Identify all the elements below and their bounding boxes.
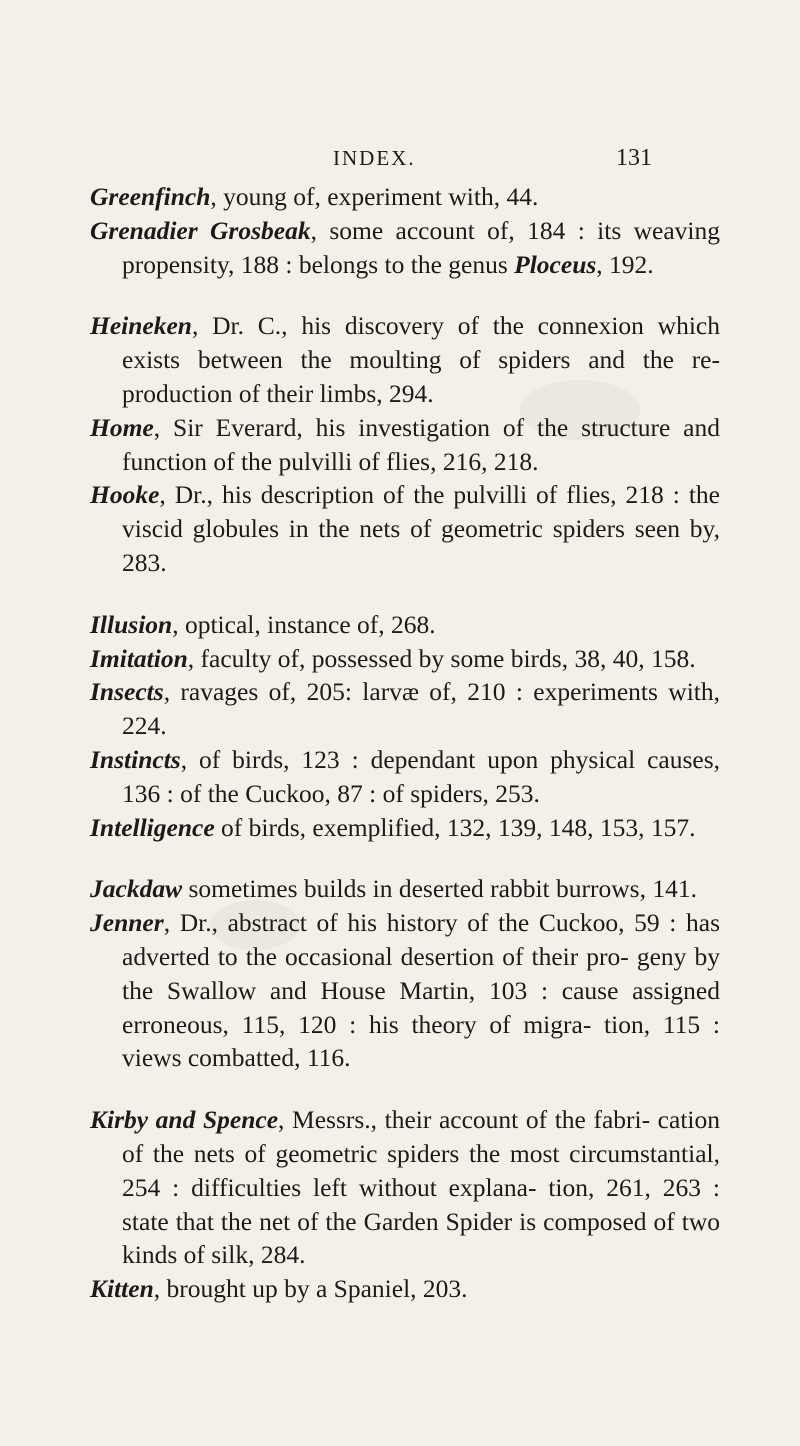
index-entry-text: sometimes builds in deserted rabbit burrows, 141. bbox=[182, 874, 697, 904]
index-term: Jackdaw bbox=[90, 874, 183, 904]
index-term: Jenner bbox=[90, 908, 164, 938]
index-entry-text: of birds, exemplified, 132, 139, 148, 153, 157. bbox=[214, 812, 696, 842]
index-term: Kitten bbox=[90, 1274, 154, 1304]
index-entry-text: , Dr., abstract of his history of the Cuckoo, 59 : has adverted to the occasional desertion of their pro- geny by the Swallow and House Martin, 103 : cause assigned erroneous, 115, 120 : his theory of migra- tion, 115 : views combatted, 116. bbox=[122, 908, 720, 1073]
index-entry-text: , young of, experiment with, 44. bbox=[210, 182, 539, 211]
index-term: Insects bbox=[90, 677, 164, 707]
index-entry-hooke bbox=[90, 478, 720, 579]
index-entries bbox=[90, 180, 720, 1306]
index-entry-text: , faculty of, possessed by some birds, 38, 40, 158. bbox=[187, 643, 696, 673]
index-entry-kitten bbox=[90, 1272, 720, 1306]
index-entry-text: , ravages of, 205: larvæ of, 210 : experiments with, 224. bbox=[122, 677, 720, 741]
index-entry-text: , optical, instance of, 268. bbox=[172, 609, 436, 639]
index-term: Grenadier Grosbeak bbox=[90, 215, 311, 245]
index-term: Hooke bbox=[90, 480, 160, 510]
index-entry-text: , 192. bbox=[596, 249, 654, 279]
index-entry-text: , brought up by a Spaniel, 203. bbox=[153, 1274, 468, 1304]
index-term: Heineken bbox=[90, 311, 192, 341]
index-entry-heineken bbox=[90, 309, 720, 410]
index-entry-intelligence bbox=[90, 811, 720, 845]
running-head bbox=[0, 141, 800, 175]
index-entry-grenadier-grosbeak bbox=[90, 214, 720, 282]
index-entry-kirby-and-spence bbox=[90, 1103, 720, 1272]
index-term-genus: Ploceus bbox=[514, 249, 597, 279]
index-entry-text: , of birds, 123 : dependant upon physical causes, 136 : of the Cuckoo, 87 : of spiders, 253. bbox=[122, 744, 720, 808]
index-entry-text: , Dr., his description of the pulvilli of flies, 218 : the viscid globules in the nets of geometric spiders seen by, 283. bbox=[122, 480, 720, 577]
index-entry-insects bbox=[90, 675, 720, 743]
running-head-title: INDEX. bbox=[333, 146, 416, 170]
index-term: Kirby and Spence bbox=[90, 1105, 279, 1135]
index-entry-illusion bbox=[90, 608, 720, 642]
index-term: Intelligence bbox=[90, 812, 215, 842]
index-term: Instincts bbox=[90, 744, 181, 774]
index-entry-jackdaw bbox=[90, 872, 720, 906]
index-entry-text: , Messrs., their account of the fabri- cation of the nets of geometric spiders the most circumstantial, 254 : difficulties left without explana- tion, 261, 263 : state that the net of the Garden Spider is composed of two kinds of silk, 284. bbox=[122, 1105, 720, 1270]
page-number: 131 bbox=[616, 145, 652, 171]
index-entry-instincts bbox=[90, 743, 720, 811]
index-entry-jenner bbox=[90, 906, 720, 1075]
index-entry-greenfinch bbox=[90, 180, 720, 214]
index-term: Greenfinch bbox=[90, 182, 211, 211]
index-entry-text: , Sir Everard, his investigation of the structure and function of the pulvilli of flies, 216, 218. bbox=[122, 412, 720, 476]
index-entry-text: , some account of, 184 : its weaving propensity, 188 : belongs to the genus bbox=[122, 215, 721, 279]
index-entry-home bbox=[90, 411, 720, 479]
index-term: Imitation bbox=[90, 643, 188, 673]
index-term: Illusion bbox=[90, 609, 173, 639]
index-entry-text: , Dr. C., his discovery of the connexion which exists between the moulting of spiders and the re- production of their limbs, 294. bbox=[122, 311, 720, 408]
index-entry-imitation bbox=[90, 642, 720, 676]
index-term: Home bbox=[90, 412, 154, 442]
